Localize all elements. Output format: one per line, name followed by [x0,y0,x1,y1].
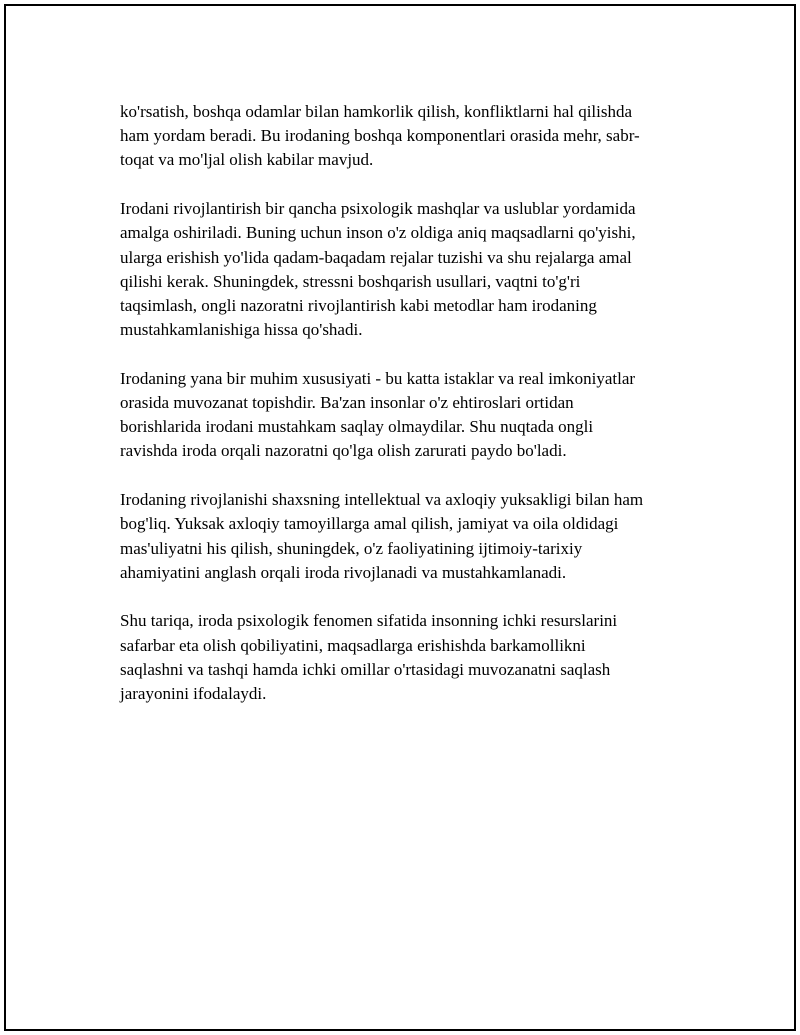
text-line: Irodaning rivojlanishi shaxsning intellektual va axloqiy yuksakligi bilan ham [120,490,644,510]
text-line: ko'rsatish, boshqa odamlar bilan hamkorlik qilish, konfliktlarni hal qilishda [120,102,633,121]
document-body [120,100,692,731]
text-line: saqlashni va tashqi hamda ichki omillar o'rtasidagi muvozanatni saqlash [120,659,611,679]
paragraph-1 [120,100,692,173]
text-line: amalga oshiriladi. Buning uchun inson o'z oldiga aniq maqsadlarni qo'yishi, [120,223,636,243]
text-line: orasida muvozanat topishdir. Ba'zan insonlar o'z ehtiroslari ortidan [120,393,574,413]
paragraph-3 [120,367,692,464]
text-line: safarbar eta olish qobiliyatini, maqsadlarga erishishda barkamollikni [120,635,586,655]
text-line: ahamiyatini anglash orqali iroda rivojlanadi va mustahkamlanadi. [120,562,567,582]
text-line: taqsimlash, ongli nazoratni rivojlantirish kabi metodlar ham irodaning [120,295,597,315]
text-line: jarayonini ifodalaydi. [120,684,267,704]
text-line: ham yordam beradi. Bu irodaning boshqa komponentlari orasida mehr, sabr- [120,126,640,146]
text-line: bog'liq. Yuksak axloqiy tamoyillarga amal qilish, jamiyat va oila oldidagi [120,514,619,534]
text-line: ularga erishish yo'lida qadam-baqadam rejalar tuzishi va shu rejalarga amal [120,247,632,267]
text-line: Shu tariqa, iroda psixologik fenomen sifatida insonning ichki resurslarini [120,611,618,631]
paragraph-4 [120,488,692,585]
text-line: Irodani rivojlantirish bir qancha psixologik mashqlar va uslublar yordamida [120,199,636,219]
paragraph-2 [120,197,692,342]
text-line: qilishi kerak. Shuningdek, stressni boshqarish usullari, vaqtni to'g'ri [120,271,581,291]
text-line: toqat va mo'ljal olish kabilar mavjud. [120,150,374,170]
text-line: mas'uliyatni his qilish, shuningdek, o'z faoliyatining ijtimoiy-tarixiy [120,538,583,558]
text-line: Irodaning yana bir muhim xususiyati - bu katta istaklar va real imkoniyatlar [120,368,636,388]
paragraph-5 [120,609,692,706]
text-line: borishlarida irodani mustahkam saqlay olmaydilar. Shu nuqtada ongli [120,417,594,437]
document-page [4,4,796,1031]
text-line: mustahkamlanishiga hissa qo'shadi. [120,320,363,340]
text-line: ravishda iroda orqali nazoratni qo'lga olish zarurati paydo bo'ladi. [120,441,567,461]
